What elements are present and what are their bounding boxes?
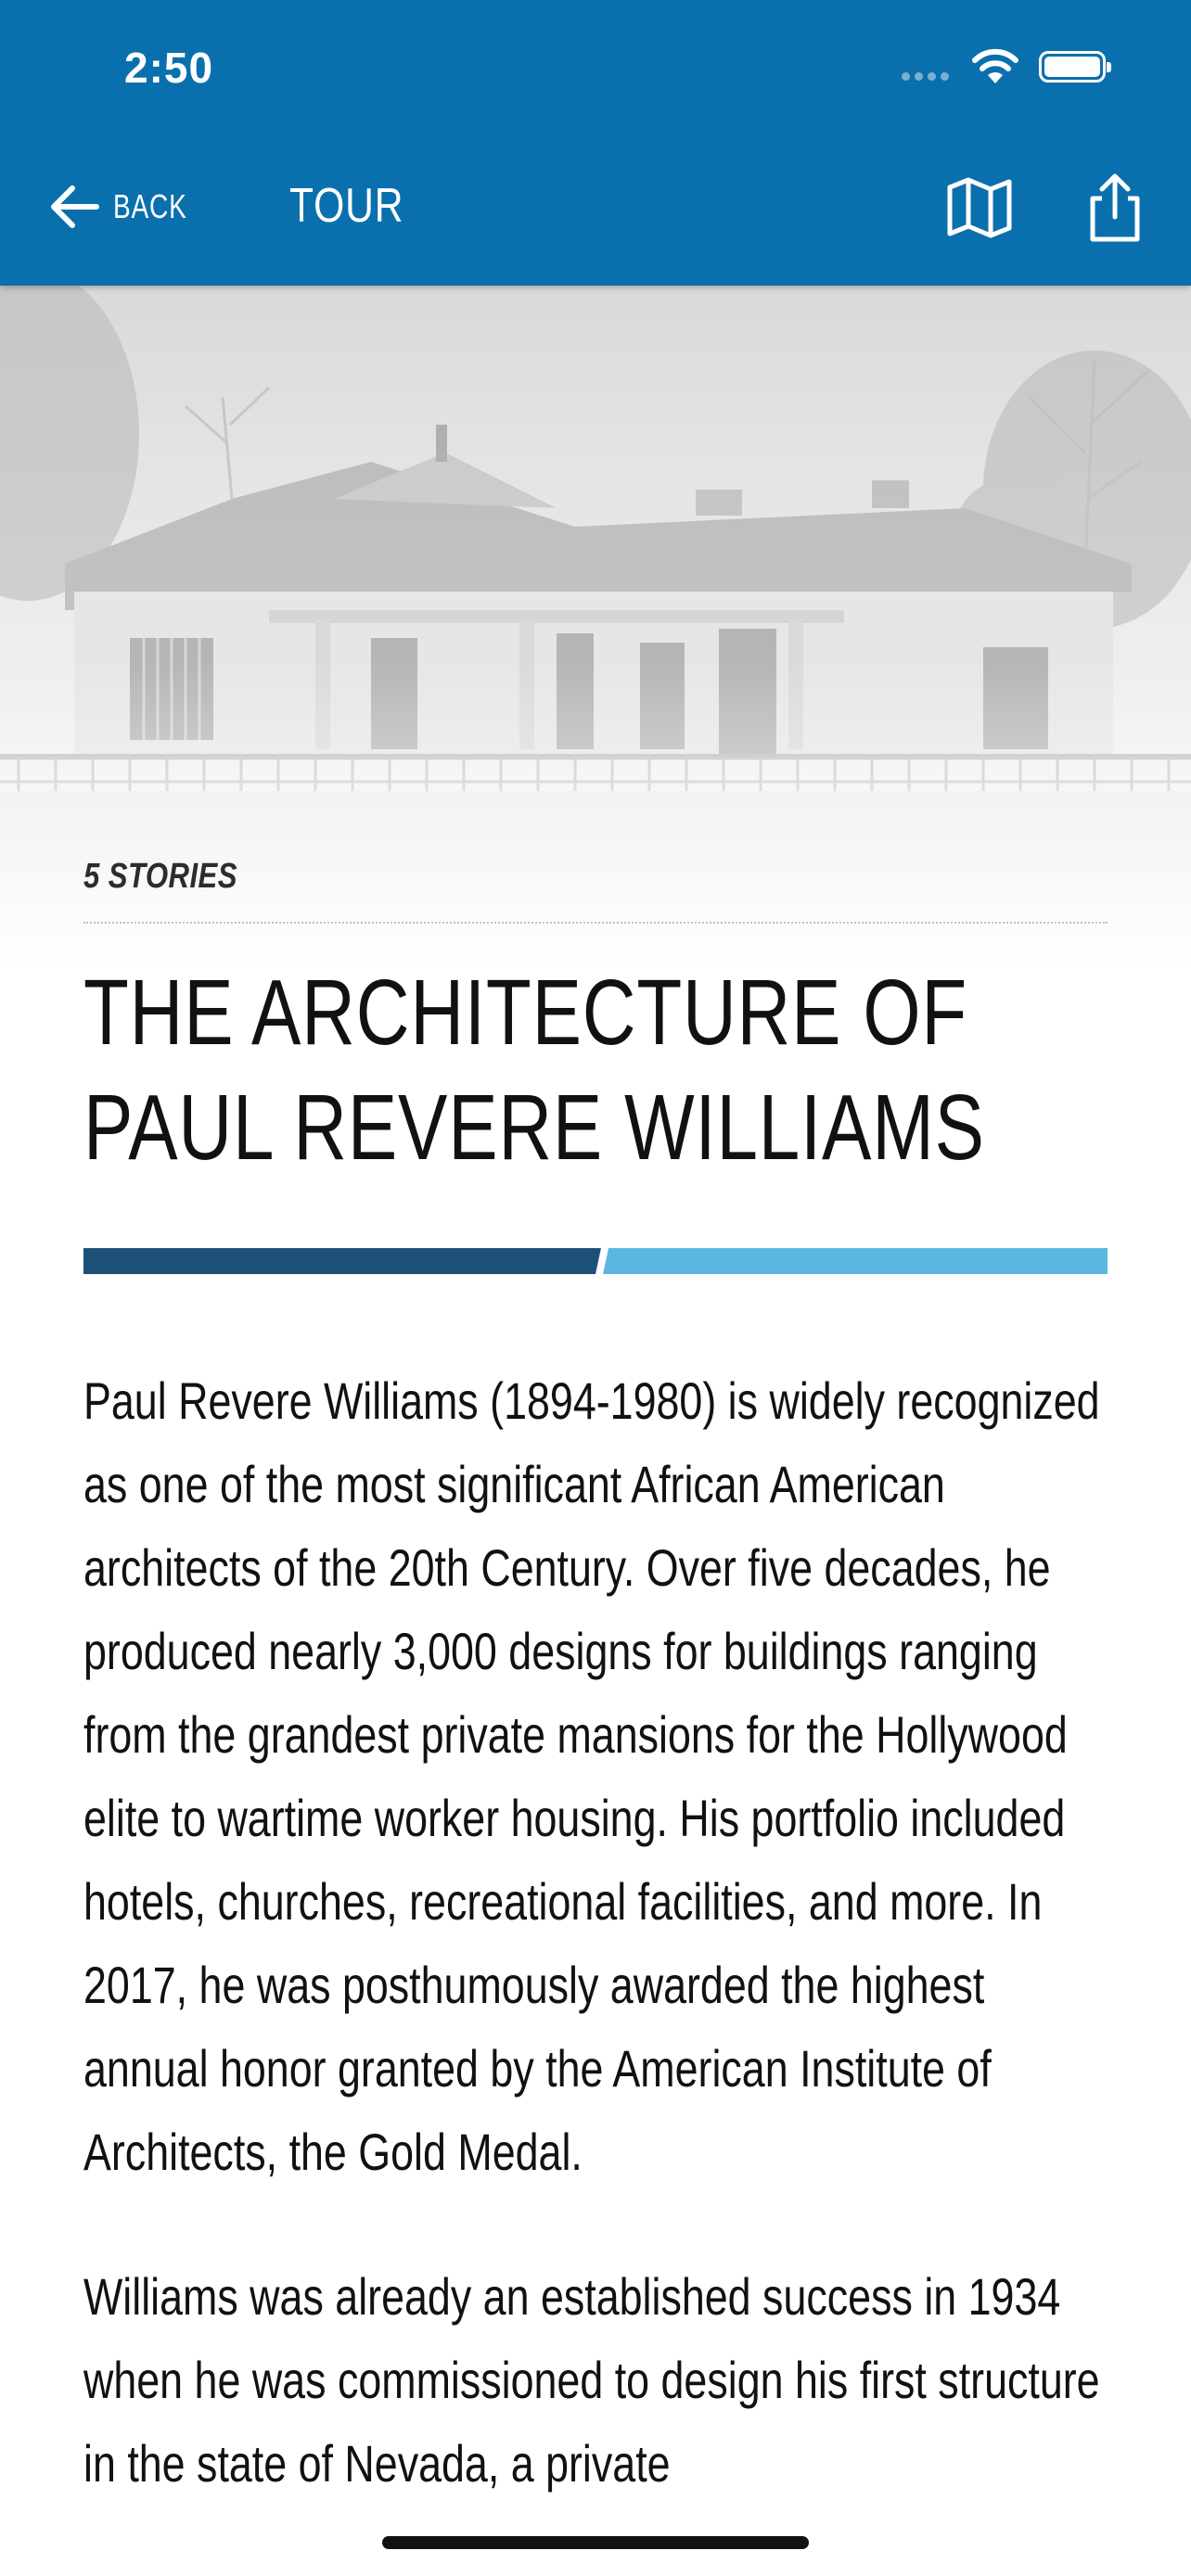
- tour-title: THE ARCHITECTURE OF PAUL REVERE WILLIAMS: [83, 961, 985, 1180]
- tour-description: [83, 1359, 1108, 2567]
- page-title: TOUR: [289, 179, 404, 233]
- map-button[interactable]: [944, 172, 1015, 243]
- status-time: 2:50: [124, 44, 214, 92]
- story-count: 5 STORIES: [83, 857, 237, 896]
- battery-icon: [1039, 51, 1106, 83]
- home-indicator[interactable]: [382, 2536, 809, 2549]
- share-button[interactable]: [1080, 171, 1150, 245]
- cellular-signal-icon: [902, 72, 949, 81]
- share-icon: [1080, 171, 1150, 245]
- description-paragraph: Paul Revere Williams (1894-1980) is widely recognized as one of the most significant African American architects of the 20th Century. Over five decades, he produced nearly 3,000 designs for buildings ranging from the grandest private mansions for the Hollywood elite to wartime worker housing. His portfolio included hotels, churches, recreational facilities, and more. In 2017, he was posthumously awarded the highest annual honor granted by the American Institute of Architects, the Gold Medal.: [83, 1371, 1100, 2181]
- map-icon: [944, 172, 1015, 243]
- back-label: BACK: [113, 187, 187, 225]
- tour-progress-bar: [83, 1248, 1108, 1274]
- description-paragraph: Williams was already an established success in 1934 when he was commissioned to design his first structure in the state of Nevada, a private: [83, 2267, 1100, 2493]
- app-header: [0, 0, 1191, 286]
- divider: [83, 922, 1108, 924]
- back-button[interactable]: [46, 174, 208, 239]
- arrow-left-icon: [46, 183, 100, 231]
- progress-remaining-segment: [603, 1248, 1108, 1274]
- wifi-icon: [971, 48, 1019, 85]
- progress-filled-segment: [83, 1248, 601, 1274]
